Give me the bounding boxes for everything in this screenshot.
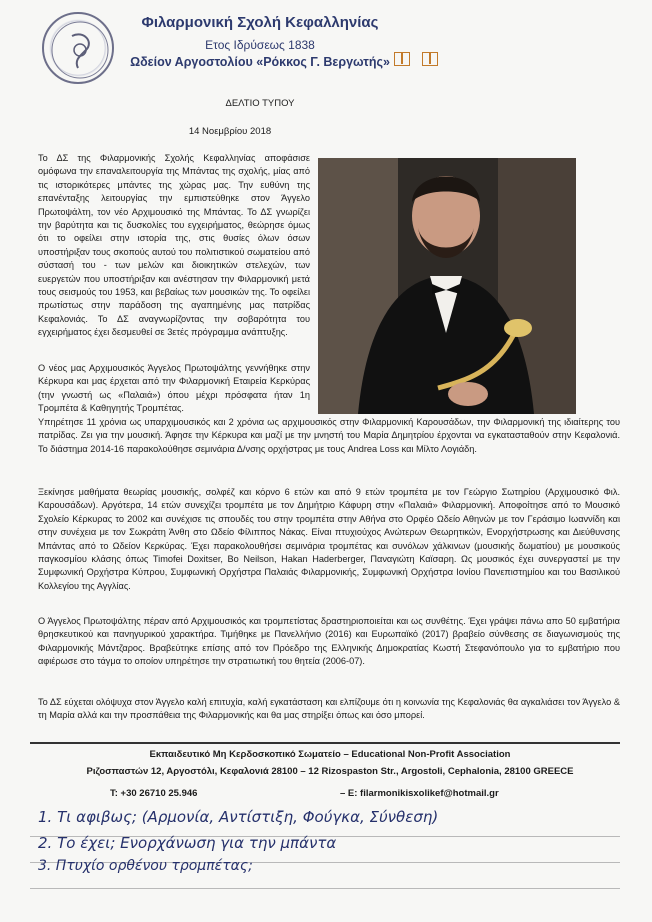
book-icon [422,52,438,66]
footer-address: Ριζοσπαστών 12, Αργοστόλι, Κεφαλονιά 28100 – 12 Rizospaston Str., Argostoli, Cephalonia, 28100 GREECE [86,766,574,777]
handwritten-note-2: 2. Το έχει; Ενορχάνωση για την μπάντα [38,834,337,852]
founded-year: Ετος Ιδρύσεως 1838 [205,38,315,52]
paragraph-bio-start: Ο νέος μας Αρχιμουσικός Άγγελος Πρωτοψάλτης γεννήθηκε στην Κέρκυρα και μας έρχεται από την Φιλαρμονική Εταιρεία Κερκύρας (την γνωστή ως «Παλαιά») όπου μέχρι πρόσφατα ήταν 1η Τρομπέτα & Καθηγητής Τρομπέτας. [38,363,310,414]
footer-contact [110,788,499,799]
conservatory-name: Ωδείον Αργοστολίου «Ρόκκος Γ. Βεργωτής» [130,55,390,69]
handwritten-note-1: 1. Τι αφιβως; (Αρμονία, Αντίστιξη, Φούγκα, Σύνθεση) [38,808,439,826]
release-date: 14 Νοεμβρίου 2018 [188,126,272,137]
footer-divider [30,742,620,744]
handwritten-note-3: 3. Πτυχίο ορθένου τρομπέτας; [38,858,253,874]
paragraph-closing: Το ΔΣ εύχεται ολόψυχα στον Άγγελο καλή επιτυχία, καλή εγκατάσταση και ελπίζουμε ότι η κοινωνία της Κεφαλονιάς θα αγκαλιάσει τον Άγγελο & τη Μαρία αλλά και την προσπάθεια της Φιλαρμονικής και θα μας στηρίξει όπως και όσο μπορεί. [38,697,620,721]
paragraph-bio-continued: Υπηρέτησε 11 χρόνια ως υπαρχιμουσικός και 2 χρόνια ως αρχιμουσικός στην Φιλαρμονική Καρουσάδων, την Φιλαρμονική της ιδιαίτερης του πατρίδας. Ζει για την μουσική. Άφησε την Κέρκυρα και μαζί με την μνηστή του Μαρία Δημητρίου έρχονται να εγκατασταθούν στην Κεφαλονιά. Το διάστημα 2014-16 παρακολούθησε σεμινάρια Δ/νσης ορχήστρας με τους Andrea Loss και Μίλτο Λογιάδη. [38,417,620,454]
footer-phone: T: +30 26710 25.946 [110,788,198,799]
footer-association: Εκπαιδευτικό Μη Κερδοσκοπικό Σωματείο – Educational Non-Profit Association [149,749,511,760]
press-release-heading: ΔΕΛΤΙΟ ΤΥΠΟΥ [225,98,295,109]
paragraph-compositions: Ο Άγγελος Πρωτοψάλτης πέραν από Αρχιμουσικός και τρομπετίστας δραστηριοποιείται και ως συνθέτης. Έχει γράψει πάνω απο 50 εμβατήρια θρησκευτικού και πανηγυρικού χαρακτήρα. Τιμήθηκε με Πανελλήνιο (2016) και Ευρωπαϊκό (2017) βραβείο σύνθεσης σε διαγωνισμούς της Φιλαρμονικής Μάντζαρος. Βραβεύτηκε επίσης από τον Πρόεδρο της Ελληνικής Δημοκρατίας Κωστή Στεφανόπουλο για το εμβατήριο που αφιέρωσε στο τάγμα το οποίον υπηρέτησε την στρατιωτική του θητεία (2006-07). [38,616,620,667]
paragraph-intro: Το ΔΣ της Φιλαρμονικής Σχολής Κεφαλληνίας αποφάσισε ομόφωνα την επαναλειτουργία της Μπάντας της σχολής, μίας από τις ιστορικότερες μπάντες της χώρας μας. Την ευθύνη της επανένταξης λειτουργίας την εμπιστεύθηκε στον Άγγελο Πρωτοψάλτη, τον νέο Αρχιμουσικό της Μπάντας. Το ΔΣ γνωρίζει την βαρύτητα και τις δυσκολίες του εγχειρήματος, θεώρησε όμως ότι το οφείλει στην ιστορία της, στις θυσίες όλων όσων υποστήριξαν τους σκοπούς αυτού του πολιτιστικού σωματείου από σύστασή του - των μελών και διοικητικών στελεχών, των ευεργετών που υποστήριξαν και ανέστησαν την Φιλαρμονική μετά τους σεισμούς του 1953, και βεβαίως των μουσικών της. Το οφείλει πρωτίστως στην παράδοση της αγαπημένης μας πατρίδας Κεφαλονιάς. Το ΔΣ αναγνωρίζοντας την σοβαρότητα του εγχειρήματος έχει δεσμευθεί σε 3ετές πρόγραμμα ανάπτυξης. [38,153,310,338]
book-icon [394,52,410,66]
footer-email: – E: filarmonikisxolikef@hotmail.gr [340,788,499,799]
school-title: Φιλαρμονική Σχολή Κεφαλληνίας [141,14,379,31]
notebook-line [30,888,620,889]
school-seal-logo [42,12,114,84]
conductor-photo [318,158,576,414]
paragraph-education: Ξεκίνησε μαθήματα θεωρίας μουσικής, σολφέζ και κόρνο 6 ετών και από 9 ετών τρομπέτα με τον Γεώργιο Σωτηρίου (Αρχιμουσικό Φιλ. Καρουσάδων). Αργότερα, 14 ετών συνεχίζει τρομπέτα με τον Δημήτριο Κάφυρη στην «Παλαιά» Φιλαρμονική. Αποφοίτησε από το Μουσικό Σχολείο Κέρκυρας το 2002 και συνέχισε τις σπουδές του στην τρομπέτα στην Αθήνα στο Ορφέο Ωδείο Αθηνών με τον Γεράσιμο Ιωαννίδη και στην συνέχεια με τον Σωκράτη Άνθη στο Ωδείο Φίλιππος Νάκας. Είναι πτυχιούχος Ανώτερων Θεωρητικών, Ενορχήστρωσης και Διεύθυνσης Μπάντας από το Ωδείον Κερκύρας. Έχει παρακολουθήσει σεμινάρια τρομπέτας και συνόλων χάλκινων (μουσικής δωματίου) με μουσικούς παγκοσμίου κλάσης όπως Timofei Doxitser, Bo Neilson, Hakan Haderberger, Παναγιώτη Καϊσαρη. Ως μουσικός έχει συνεργαστεί με την Συμφωνική Ορχήστρα Κύπρου, Συμφωνική Ορχήστρα Παλαιάς Φιλαρμονικής, Συμφωνική Ορχήστρα Ιονίου Πανεπιστημίου και του Βασιλικού Κολλεγίου της Αγγλίας. [38,487,620,591]
